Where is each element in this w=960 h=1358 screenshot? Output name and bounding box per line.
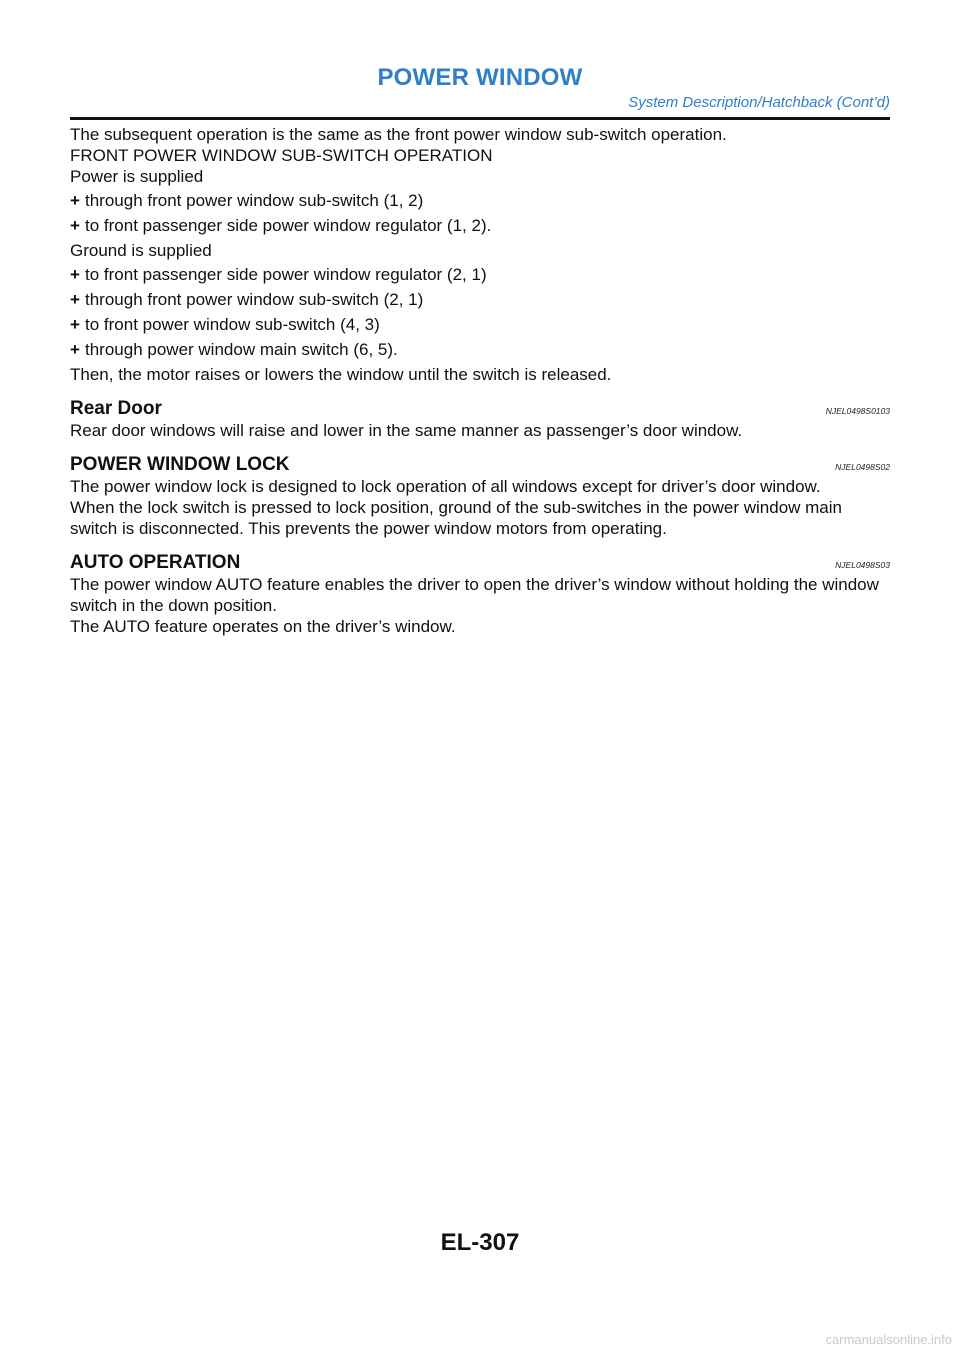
power-list	[70, 190, 890, 236]
bullet-icon: +	[70, 290, 80, 309]
list-item: + through front power window sub-switch (2, 1)	[70, 290, 424, 309]
ground-supplied-label: Ground is supplied	[70, 241, 212, 260]
section-code: NJEL0498S03	[835, 560, 890, 570]
page-content	[70, 124, 890, 637]
list-item: + to front passenger side power window regulator (2, 1)	[70, 265, 487, 284]
list-item: + through front power window sub-switch (1, 2)	[70, 191, 424, 210]
page-number: EL-307	[440, 1229, 520, 1256]
operation-heading: FRONT POWER WINDOW SUB-SWITCH OPERATION	[70, 146, 493, 165]
section-title: AUTO OPERATION	[70, 552, 241, 573]
section-rear-door	[70, 398, 890, 441]
intro-paragraph: The subsequent operation is the same as the front power window sub-switch operation.	[70, 125, 727, 144]
bullet-icon: +	[70, 340, 80, 359]
header-rule	[70, 117, 890, 120]
bullet-icon: +	[70, 191, 80, 210]
bullet-icon: +	[70, 265, 80, 284]
section-text: When the lock switch is pressed to lock position, ground of the sub-switches in the power window main switch is disconnected. This prevents the power window motors from operating.	[70, 498, 842, 538]
section-text: The power window AUTO feature enables the driver to open the driver’s window without holding the window switch in the down position.	[70, 575, 879, 615]
section-power-window-lock	[70, 454, 890, 539]
page-title: POWER WINDOW	[377, 64, 583, 91]
section-code: NJEL0498S02	[835, 462, 890, 472]
watermark: carmanualsonline.info	[825, 1332, 952, 1347]
section-auto-operation	[70, 552, 890, 637]
bullet-icon: +	[70, 315, 80, 334]
section-text: The AUTO feature operates on the driver’s window.	[70, 617, 456, 636]
list-item: + to front passenger side power window regulator (1, 2).	[70, 216, 492, 235]
section-title: Rear Door	[70, 398, 162, 419]
bullet-icon: +	[70, 216, 80, 235]
ground-list	[70, 264, 890, 360]
page-subtitle: System Description/Hatchback (Cont’d)	[628, 94, 890, 111]
section-code: NJEL0498S0103	[825, 406, 890, 416]
section-heading	[70, 398, 890, 420]
section-heading	[70, 454, 890, 476]
power-supplied-label: Power is supplied	[70, 167, 204, 186]
section-heading	[70, 552, 890, 574]
list-item: + to front power window sub-switch (4, 3)	[70, 315, 380, 334]
list-item: + through power window main switch (6, 5).	[70, 340, 398, 359]
section-title: POWER WINDOW LOCK	[70, 454, 290, 475]
section-text: The power window lock is designed to lock operation of all windows except for driver’s door window.	[70, 477, 821, 496]
page-header	[0, 64, 960, 111]
conclusion-paragraph: Then, the motor raises or lowers the window until the switch is released.	[70, 365, 612, 384]
section-text: Rear door windows will raise and lower in the same manner as passenger’s door window.	[70, 421, 743, 440]
